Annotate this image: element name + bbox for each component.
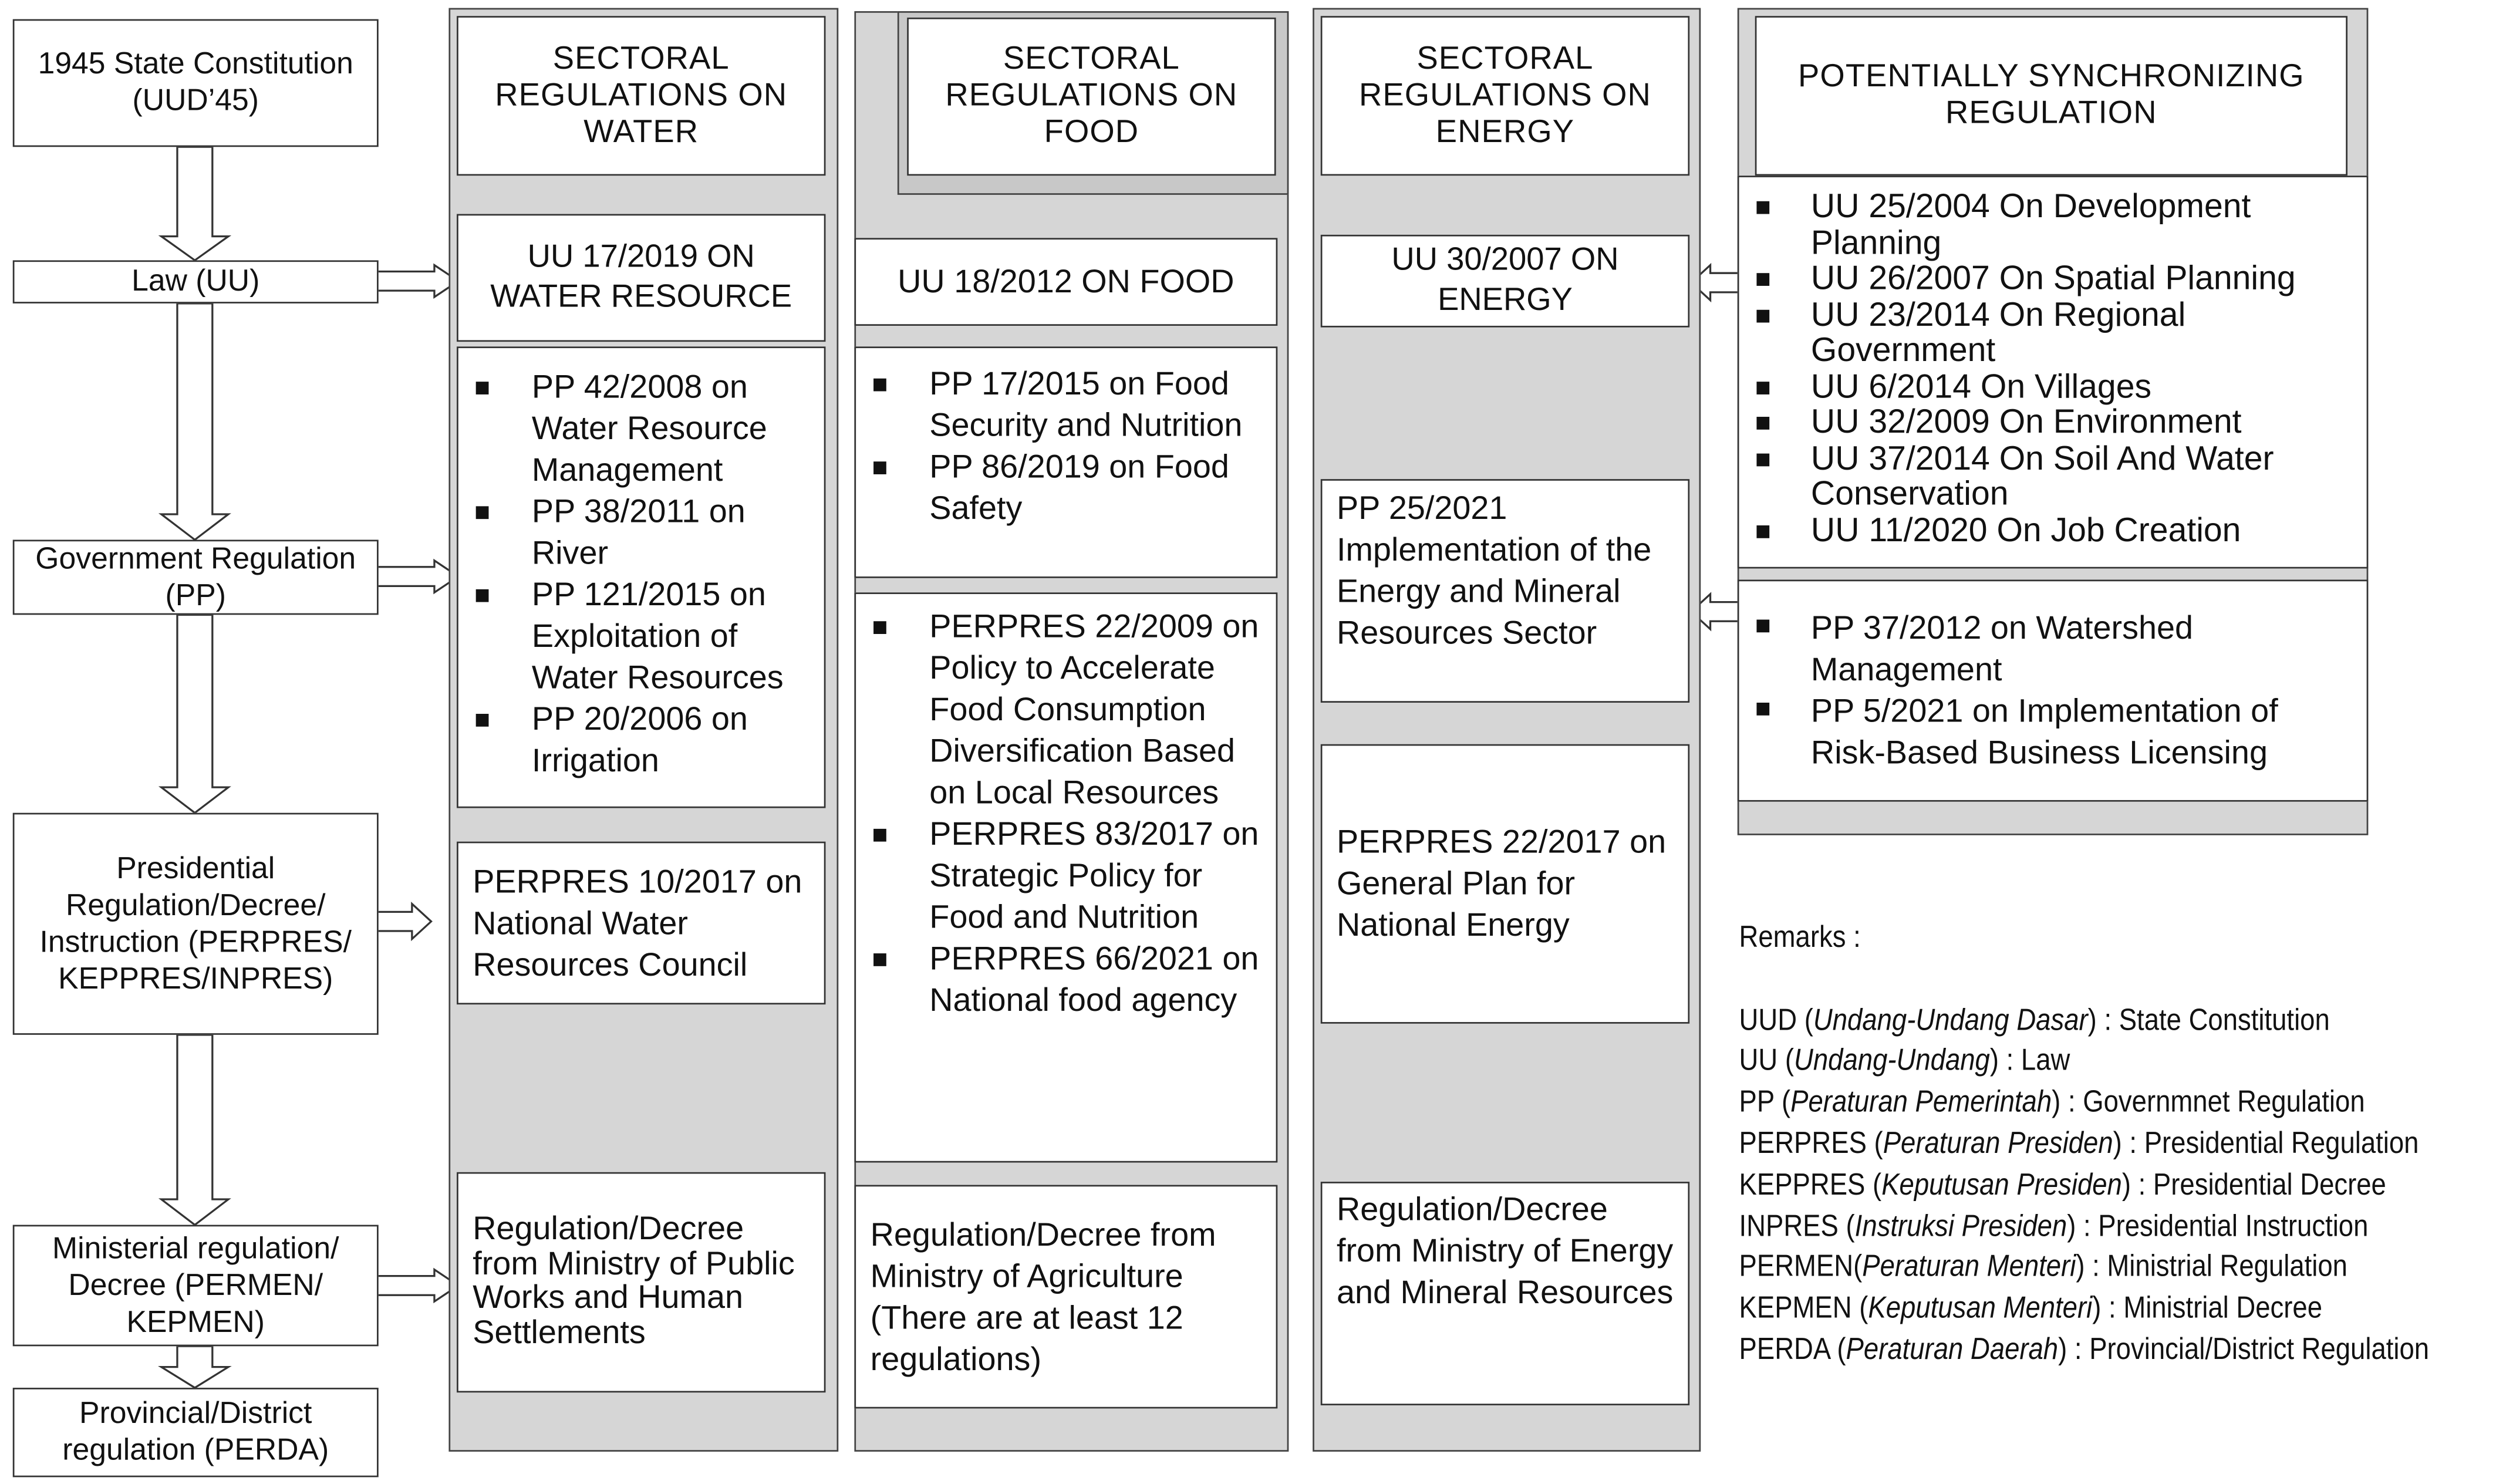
remarks-title: Remarks :	[1739, 921, 1861, 955]
list-item: PP 86/2019 on Food Safety	[856, 447, 1266, 530]
water-pp-box	[457, 346, 825, 808]
remark-item: KEPPRES (Keputusan Presiden) : Presidential Decree	[1739, 1168, 2386, 1202]
energy-law-box: UU 30/2007 ON ENERGY	[1321, 235, 1689, 328]
water-law-box: UU 17/2019 ON WATER RESOURCE	[457, 214, 825, 342]
ministerial-box	[13, 1225, 379, 1347]
energy-pp-box: PP 25/2021 Implementation of the Energy and Mineral Resources Sector	[1321, 479, 1689, 703]
food-ministerial-box: Regulation/Decree from Ministry of Agriculture (There are at least 12 regulations)	[854, 1185, 1277, 1409]
sync-pp-box	[1738, 580, 2369, 802]
water-ministerial-box: Regulation/Decree from Ministry of Public Works and Human Settlements	[457, 1172, 825, 1392]
water-perpres-box: PERPRES 10/2017 on National Water Resources Council	[457, 842, 825, 1004]
list-item: UU 23/2014 On Regional Government	[1739, 298, 2357, 369]
food-perpres-list	[856, 607, 1266, 1022]
law-label: Law (UU)	[131, 265, 260, 299]
arrow-down-2	[161, 303, 228, 540]
list-item: PERPRES 22/2009 on Policy to Accelerate Food Consumption Diversification Based on Local Resources	[856, 607, 1266, 815]
list-item: PP 121/2015 on Exploitation of Water Resources	[458, 575, 815, 699]
energy-perpres-box: PERPRES 22/2017 on General Plan for National Energy	[1321, 744, 1689, 1024]
list-item: PP 20/2006 on Irrigation	[458, 700, 815, 783]
remark-item: UU (Undang-Undang) : Law	[1739, 1045, 2070, 1079]
list-item: UU 6/2014 On Villages	[1739, 370, 2357, 406]
list-item: PERPRES 66/2021 on National food agency	[856, 939, 1266, 1022]
arrow-down-4	[161, 1035, 228, 1225]
list-item: UU 11/2020 On Job Creation	[1739, 514, 2357, 549]
sync-law-list	[1739, 190, 2357, 549]
arrow-down-3	[161, 615, 228, 812]
constitution-label: 1945 State Constitution (UUD’45)	[38, 48, 353, 119]
ministerial-label: Ministerial regulation/ Decree (PERMEN/ KEPMEN)	[52, 1232, 339, 1340]
remark-item: INPRES (Instruksi Presiden) : Presidential Instruction	[1739, 1209, 2369, 1244]
presidential-label: Presidential Regulation/Decree/ Instruction (PERPRES/ KEPPRES/INPRES)	[39, 852, 352, 996]
list-item: PP 37/2012 on Watershed Management	[1739, 608, 2357, 691]
remark-item: PERPRES (Peraturan Presiden) : Presidential Regulation	[1739, 1127, 2419, 1161]
arrow-right-pp	[377, 561, 458, 592]
provincial-label: Provincial/District regulation (PERDA)	[62, 1397, 329, 1468]
list-item: PERPRES 83/2017 on Strategic Policy for Food and Nutrition	[856, 814, 1266, 939]
food-pp-list	[856, 364, 1266, 530]
remark-item: PERDA (Peraturan Daerah) : Provincial/District Regulation	[1739, 1333, 2430, 1367]
energy-ministerial-box: Regulation/Decree from Ministry of Energy and Mineral Resources	[1321, 1182, 1689, 1405]
remark-item: PERMEN(Peraturan Menteri) : Ministrial Regulation	[1739, 1251, 2347, 1285]
list-item: UU 37/2014 On Soil And Water Conservation	[1739, 441, 2357, 513]
food-header: SECTORAL REGULATIONS ON FOOD	[907, 18, 1276, 176]
list-item: PP 5/2021 on Implementation of Risk-Based Business Licensing	[1739, 692, 2357, 774]
arrow-down-1	[161, 147, 228, 260]
list-item: PP 42/2008 on Water Resource Management	[458, 367, 815, 492]
list-item: UU 25/2004 On Development Planning	[1739, 190, 2357, 262]
remark-item: PP (Peraturan Pemerintah) : Governmnet Regulation	[1739, 1086, 2365, 1120]
constitution-box	[13, 19, 379, 147]
government-regulation-box	[13, 539, 379, 615]
list-item: PP 38/2011 on River	[458, 492, 815, 575]
water-pp-list	[458, 367, 815, 783]
arrow-right-permen	[377, 1270, 458, 1301]
presidential-box	[13, 813, 379, 1035]
sync-header: POTENTIALLY SYNCHRONIZING REGULATION	[1755, 16, 2347, 176]
arrow-right-perpres	[377, 904, 431, 939]
sync-law-box	[1738, 176, 2369, 568]
food-law-box: UU 18/2012 ON FOOD	[854, 238, 1277, 326]
food-perpres-box	[854, 592, 1277, 1162]
arrow-right-law	[377, 265, 458, 297]
energy-header: SECTORAL REGULATIONS ON ENERGY	[1321, 16, 1689, 176]
remark-item: KEPMEN (Keputusan Menteri) : Ministrial Decree	[1739, 1292, 2323, 1326]
water-header: SECTORAL REGULATIONS ON WATER	[457, 16, 825, 176]
remark-item: UUD (Undang-Undang Dasar) : State Constitution	[1739, 1004, 2330, 1038]
list-item: PP 17/2015 on Food Security and Nutrition	[856, 364, 1266, 447]
list-item: UU 26/2007 On Spatial Planning	[1739, 262, 2357, 298]
food-pp-box	[854, 346, 1277, 578]
provincial-box	[13, 1388, 379, 1477]
sync-pp-list	[1739, 608, 2357, 774]
list-item: UU 32/2009 On Environment	[1739, 406, 2357, 441]
law-box	[13, 260, 379, 303]
remarks-block	[1739, 918, 2430, 1371]
arrow-down-5	[161, 1346, 228, 1388]
government-regulation-label: Government Regulation (PP)	[35, 542, 356, 613]
